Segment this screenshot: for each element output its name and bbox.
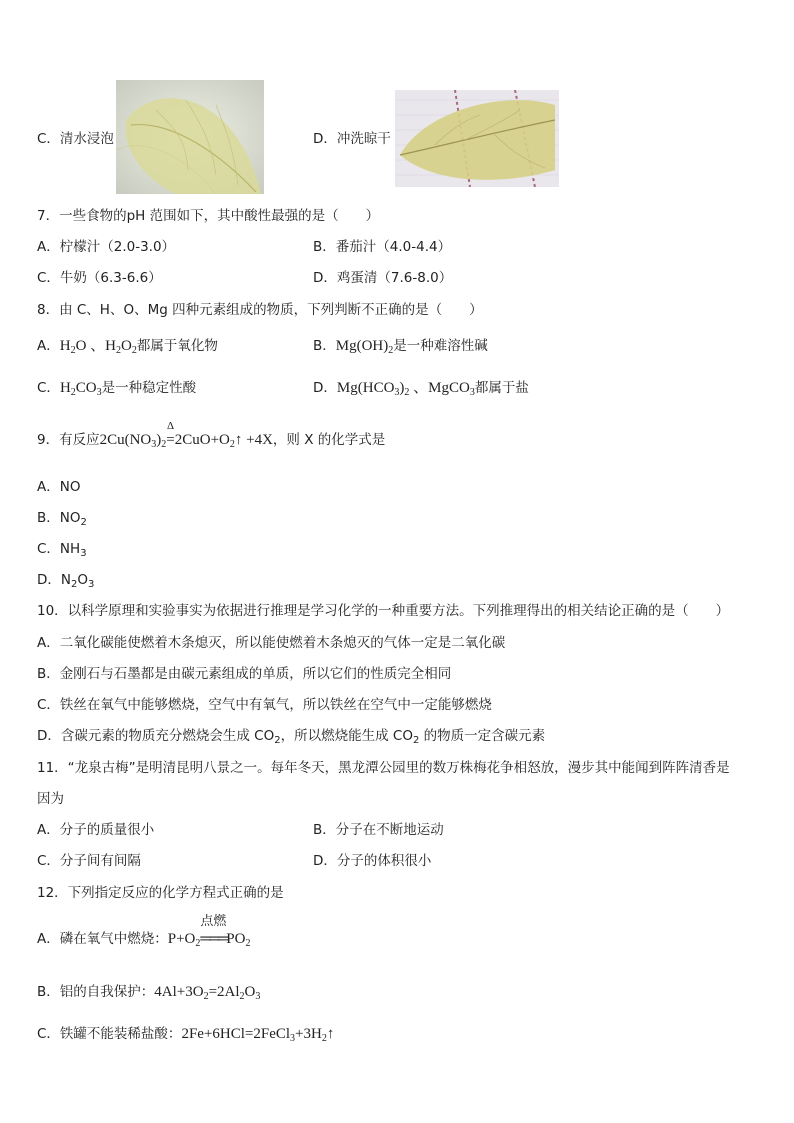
q8-c-prefix: C． bbox=[37, 380, 60, 396]
q9-stem bbox=[37, 420, 386, 450]
q10-option-a: A．二氧化碳能使燃着木条熄灭，所以能使燃着木条熄灭的气体一定是二氧化碳 bbox=[37, 635, 506, 651]
ignite-label: 点燃 bbox=[200, 914, 227, 929]
q10-option-d: D．含碳元素的物质充分燃烧会生成 $CO_2$，所以燃烧能生成 $CO_2$ 的物质一定含碳元素 bbox=[37, 728, 546, 746]
q12-a-prefix: A．磷在氧气中燃烧： bbox=[37, 931, 168, 947]
formula-h2co3: $H_2CO_3$ bbox=[59, 380, 102, 398]
q12-option-b bbox=[37, 983, 260, 1001]
q8-option-a bbox=[37, 337, 218, 355]
q8-d-prefix: D． bbox=[313, 380, 337, 396]
q7-option-a: A．柠檬汁（2.0-3.0） bbox=[37, 239, 176, 255]
q10-d-part1: D．含碳元素的物质充分燃烧会生成 CO bbox=[37, 728, 275, 744]
q8-c-suffix: 是一种稳定性酸 bbox=[101, 380, 197, 396]
formula-h2o-h2o2: $H_2O$ 、$H_2O_2$ bbox=[59, 338, 137, 356]
q9-option-c: C．$NH_3$ bbox=[37, 541, 87, 559]
q9-option-a: A．NO bbox=[37, 479, 81, 495]
formula-reaction-q9: $2Cu(NO_3)_2$ Δ $=2CuO+O_2↑ +4X$ bbox=[100, 432, 273, 448]
q12-option-c bbox=[37, 1025, 334, 1043]
q9-d-text-1: D．N bbox=[37, 572, 71, 588]
heat-condition: Δ = bbox=[166, 431, 174, 449]
formula-al-o2: $4Al+3O_2=2Al_2O_3$ bbox=[154, 984, 261, 1002]
formula-fe-hcl: $2Fe+6HCl=2FeCl_3+3H_2↑$ bbox=[181, 1026, 335, 1044]
q12-c-prefix: C．铁罐不能装稀盐酸： bbox=[37, 1026, 182, 1042]
q11-stem-line2: 因为 bbox=[37, 791, 64, 807]
q8-b-suffix: 是一种难溶性碱 bbox=[393, 338, 488, 354]
formula-mgoh2: $Mg(OH)_2$ bbox=[335, 338, 394, 356]
q12-b-prefix: B．铝的自我保护： bbox=[37, 984, 155, 1000]
leaf-dried-picture bbox=[395, 90, 559, 187]
q9-option-d: D．$N_2O_3$ bbox=[37, 572, 95, 590]
q6-option-d: D．冲洗晾干 bbox=[313, 131, 391, 147]
q10-option-c: C．铁丝在氧气中能够燃烧，空气中有氧气，所以铁丝在空气中一定能够燃烧 bbox=[37, 697, 492, 713]
q7-option-b: B．番茄汁（4.0-4.4） bbox=[313, 239, 452, 255]
q9-stem-suffix: ，则 X 的化学式是 bbox=[272, 432, 386, 448]
heat-symbol: Δ bbox=[166, 420, 175, 432]
q9-stem-prefix: 9．有反应 bbox=[37, 432, 100, 448]
q11-option-c: C．分子间有间隔 bbox=[37, 853, 141, 869]
q8-option-b bbox=[313, 337, 488, 355]
q8-stem: 8．由 C、H、O、Mg 四种元素组成的物质，下列判断不正确的是（ ） bbox=[37, 302, 483, 318]
q8-b-prefix: B． bbox=[313, 338, 336, 354]
q7-option-c: C．牛奶（6.3-6.6） bbox=[37, 270, 162, 286]
q9-option-b: B．$NO_2$ bbox=[37, 510, 87, 528]
q8-a-prefix: A． bbox=[37, 338, 60, 354]
q8-option-c bbox=[37, 379, 196, 397]
q12-stem: 12．下列指定反应的化学方程式正确的是 bbox=[37, 885, 284, 901]
q10-stem: 10．以科学原理和实验事实为依据进行推理是学习化学的一种重要方法。下列推理得出的相关结论正确的是（ ） bbox=[37, 603, 730, 619]
q9-c-text: C．NH bbox=[37, 541, 81, 557]
q11-option-a: A．分子的质量很小 bbox=[37, 822, 155, 838]
q6-option-c: C．清水浸泡 bbox=[37, 131, 114, 147]
q10-d-part2: ，所以燃烧能生成 CO bbox=[280, 728, 413, 744]
formula-mghco3-mgco3: $Mg(HCO_3)_2$ 、MgCO$_3$ bbox=[336, 380, 475, 398]
leaf-soaked-picture bbox=[116, 80, 264, 194]
q9-d-text-2: O bbox=[77, 572, 89, 588]
q7-option-d: D．鸡蛋清（7.6-8.0） bbox=[313, 270, 453, 286]
q9-b-text: B．NO bbox=[37, 510, 81, 526]
q8-option-d bbox=[313, 379, 529, 397]
q10-option-b: B．金刚石与石墨都是由碳元素组成的单质，所以它们的性质完全相同 bbox=[37, 666, 452, 682]
q11-option-d: D．分子的体积很小 bbox=[313, 853, 432, 869]
q8-a-suffix: 都属于氧化物 bbox=[136, 338, 218, 354]
leaf-soaked-image bbox=[116, 80, 264, 194]
q12-option-a bbox=[37, 914, 251, 949]
ignite-condition: 点燃 ═══ bbox=[200, 914, 227, 947]
q8-d-suffix: 都属于盐 bbox=[474, 380, 529, 396]
formula-p-o2: $P+O_2$ 点燃 $═══PO_2$ bbox=[167, 914, 251, 949]
q11-option-b: B．分子在不断地运动 bbox=[313, 822, 444, 838]
leaf-dried-image bbox=[395, 90, 559, 187]
q11-stem-line1: 11．“龙泉古梅”是明清昆明八景之一。每年冬天，黑龙潭公园里的数万株梅花争相怒放，漫步其中能闻到阵阵清香是 bbox=[37, 760, 730, 776]
q10-d-part3: 的物质一定含碳元素 bbox=[419, 728, 546, 744]
q7-stem: 7．一些食物的pH 范围如下，其中酸性最强的是（ ） bbox=[37, 208, 380, 224]
